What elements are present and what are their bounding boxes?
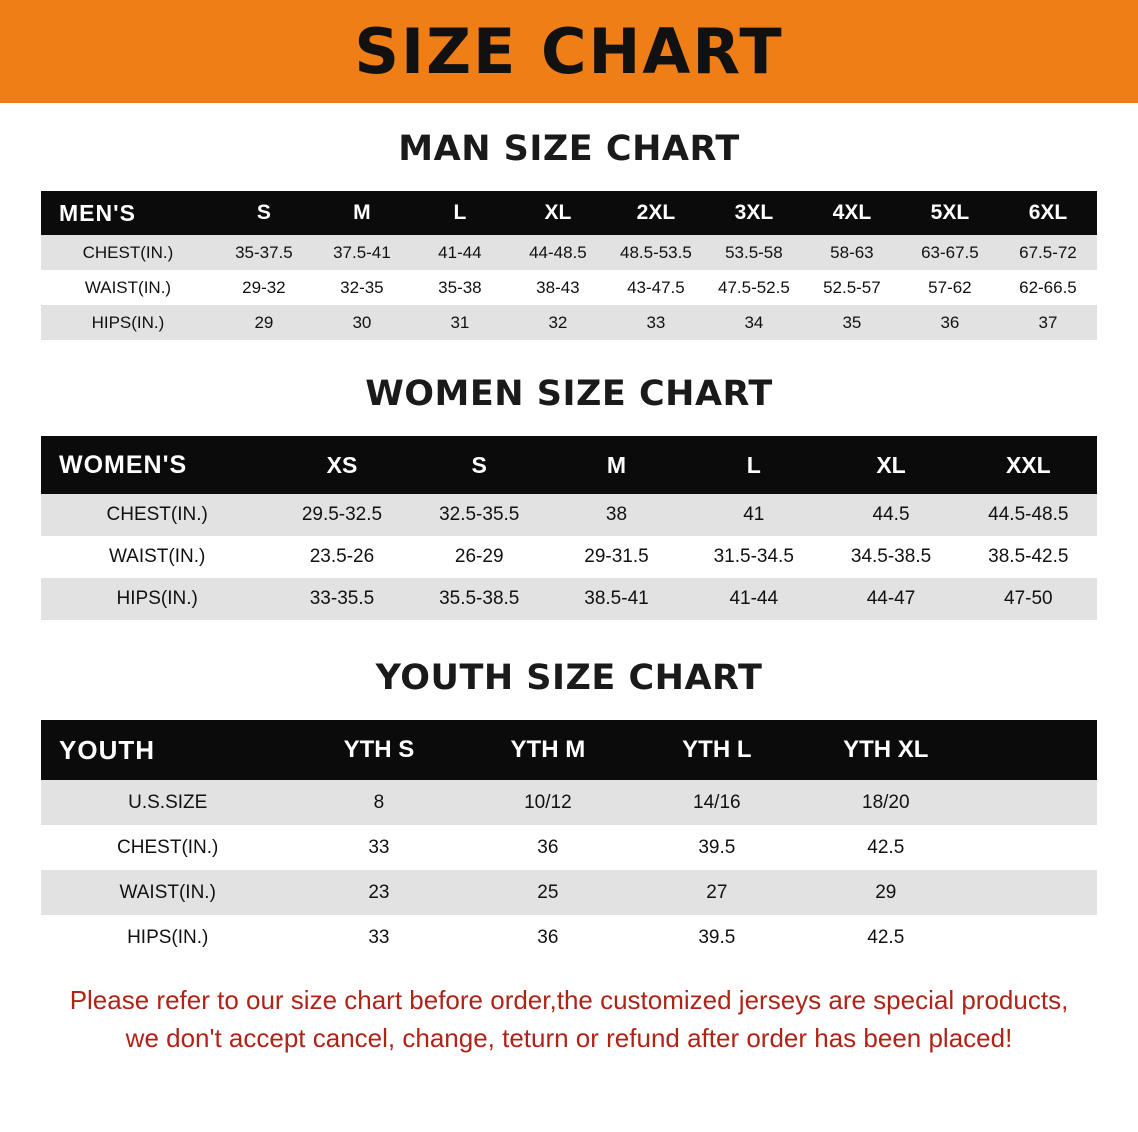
table-cell: 29-32 [215,270,313,305]
table-cell: 36 [901,305,999,340]
table-cell: 23.5-26 [273,536,410,578]
table-cell: 33 [294,825,463,870]
table-cell: 35.5-38.5 [411,578,548,620]
table-cell: 34.5-38.5 [822,536,959,578]
table-cell: 10/12 [463,780,632,825]
table-cell: 39.5 [632,915,801,960]
table-cell: 31.5-34.5 [685,536,822,578]
table-cell: 41-44 [685,578,822,620]
disclaimer-note [39,982,1099,1057]
man-size-table-wrapper [41,191,1097,340]
table-cell: 42.5 [801,915,970,960]
table-cell: 29 [801,870,970,915]
header-cell: M [548,436,685,494]
table-cell: 23 [294,870,463,915]
table-cell: 36 [463,915,632,960]
table-cell: 35 [803,305,901,340]
row-label: HIPS(IN.) [41,915,294,960]
table-cell: 41 [685,494,822,536]
table-cell: 39.5 [632,825,801,870]
table-cell: 26-29 [411,536,548,578]
table-row [41,494,1097,536]
header-cell: L [411,191,509,235]
table-row [41,870,1097,915]
row-label: CHEST(IN.) [41,825,294,870]
table-cell: 47.5-52.5 [705,270,803,305]
table-cell: 62-66.5 [999,270,1097,305]
table-cell: 67.5-72 [999,235,1097,270]
table-cell: 52.5-57 [803,270,901,305]
header-cell: S [411,436,548,494]
table-cell: 63-67.5 [901,235,999,270]
header-cell: L [685,436,822,494]
row-label: WAIST(IN.) [41,870,294,915]
table-row [41,780,1097,825]
table-cell: 33-35.5 [273,578,410,620]
youth-section-heading: YOUTH SIZE CHART [375,658,763,698]
table-cell: 58-63 [803,235,901,270]
table-cell: 44.5-48.5 [960,494,1097,536]
table-cell: 42.5 [801,825,970,870]
row-label: U.S.SIZE [41,780,294,825]
table-cell-empty [970,780,1097,825]
disclaimer-line-2: we don't accept cancel, change, teturn or refund after order has been placed! [125,1022,1013,1053]
header-cell: 4XL [803,191,901,235]
table-cell: 37.5-41 [313,235,411,270]
table-cell: 35-37.5 [215,235,313,270]
table-row [41,825,1097,870]
youth-size-table-wrapper [41,720,1097,960]
header-cell: XL [509,191,607,235]
table-cell: 14/16 [632,780,801,825]
header-cell: 2XL [607,191,705,235]
table-cell-empty [970,915,1097,960]
table-cell: 8 [294,780,463,825]
header-cell: S [215,191,313,235]
table-cell: 44-48.5 [509,235,607,270]
header-cell: YTH XL [801,720,970,780]
table-cell: 38-43 [509,270,607,305]
header-cell: XS [273,436,410,494]
man-section-heading: MAN SIZE CHART [398,129,740,169]
table-cell-empty [970,825,1097,870]
women-size-table-wrapper [41,436,1097,620]
table-cell: 18/20 [801,780,970,825]
youth-size-table [41,720,1097,960]
table-cell: 29 [215,305,313,340]
table-cell: 27 [632,870,801,915]
table-cell: 35-38 [411,270,509,305]
header-cell: 3XL [705,191,803,235]
table-row [41,578,1097,620]
table-cell-empty [970,870,1097,915]
banner [0,0,1138,103]
table-cell: 29-31.5 [548,536,685,578]
table-row [41,305,1097,340]
header-cell: YTH S [294,720,463,780]
table-row [41,915,1097,960]
table-header-row [41,720,1097,780]
table-cell: 38 [548,494,685,536]
table-cell: 31 [411,305,509,340]
table-cell: 30 [313,305,411,340]
row-label: WAIST(IN.) [41,536,273,578]
header-cell: XXL [960,436,1097,494]
table-cell: 33 [294,915,463,960]
table-cell: 37 [999,305,1097,340]
table-header-row [41,436,1097,494]
row-label: HIPS(IN.) [41,305,215,340]
table-cell: 38.5-41 [548,578,685,620]
table-cell: 48.5-53.5 [607,235,705,270]
table-row [41,536,1097,578]
table-cell: 36 [463,825,632,870]
women-section-heading: WOMEN SIZE CHART [365,374,773,414]
disclaimer-line-1: Please refer to our size chart before order,the customized jerseys are special products, [69,985,1069,1015]
header-cell: 6XL [999,191,1097,235]
table-cell: 44-47 [822,578,959,620]
man-size-table [41,191,1097,340]
table-cell: 32 [509,305,607,340]
table-cell: 29.5-32.5 [273,494,410,536]
table-cell: 47-50 [960,578,1097,620]
table-cell: 38.5-42.5 [960,536,1097,578]
table-header-row [41,191,1097,235]
header-cell: XL [822,436,959,494]
table-cell: 33 [607,305,705,340]
table-cell: 41-44 [411,235,509,270]
table-cell: 25 [463,870,632,915]
header-cell: 5XL [901,191,999,235]
table-cell: 57-62 [901,270,999,305]
header-cell: MEN'S [41,191,215,235]
table-cell: 32-35 [313,270,411,305]
table-row [41,235,1097,270]
row-label: CHEST(IN.) [41,235,215,270]
header-cell: M [313,191,411,235]
table-row [41,270,1097,305]
page-title: SIZE CHART [354,14,784,88]
header-cell: YTH M [463,720,632,780]
header-cell: WOMEN'S [41,436,273,494]
women-size-table [41,436,1097,620]
header-cell: YOUTH [41,720,294,780]
row-label: WAIST(IN.) [41,270,215,305]
table-cell: 34 [705,305,803,340]
table-cell: 32.5-35.5 [411,494,548,536]
header-cell-empty [970,720,1097,780]
table-cell: 53.5-58 [705,235,803,270]
row-label: HIPS(IN.) [41,578,273,620]
table-cell: 43-47.5 [607,270,705,305]
header-cell: YTH L [632,720,801,780]
row-label: CHEST(IN.) [41,494,273,536]
table-cell: 44.5 [822,494,959,536]
